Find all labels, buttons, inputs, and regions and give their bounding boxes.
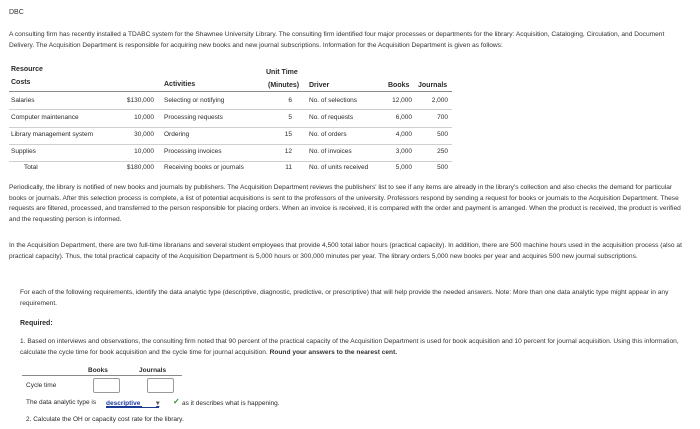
correct-check-icon: ✓ — [173, 397, 180, 406]
cell-books: 12,000 — [392, 97, 412, 104]
cell-cost: $130,000 — [126, 97, 154, 104]
cell-unit-time: 5 — [288, 114, 292, 121]
header-costs: Costs — [11, 79, 31, 86]
row-divider — [9, 127, 452, 128]
cell-resource: Salaries — [11, 97, 35, 104]
cell-resource: Computer maintenance — [11, 114, 79, 121]
cell-journals: 2,000 — [431, 97, 448, 104]
cell-activity: Receiving books or journals — [164, 164, 244, 171]
cycle-time-label: Cycle time — [26, 382, 57, 389]
cell-driver: No. of invoices — [309, 148, 352, 155]
cell-unit-time: 11 — [285, 164, 292, 171]
row-divider — [9, 144, 452, 145]
cell-unit-time: 15 — [284, 131, 292, 138]
answer-header-rule — [22, 375, 182, 376]
header-resource: Resource — [11, 66, 43, 73]
cell-books: 6,000 — [395, 114, 412, 121]
header-activities: Activities — [164, 81, 196, 88]
paragraph-capacity: In the Acquisition Department, there are two full-time librarians and several student employees that provide 4,500 total labor hours (practical capacity). In addition, there are 500 machine hours used in the acquisition process (also at practical capacity). Thus, the total practical capacity of the Acquisition Department is 5,000 hours or 300,000 minutes per year. The library orders 5,000 new books per year and acquires 500 new journal subscriptions. — [9, 242, 682, 260]
header-driver: Driver — [309, 82, 330, 89]
analytic-type-dropdown[interactable] — [106, 399, 159, 408]
cycle-time-journals-input[interactable] — [147, 378, 174, 393]
cell-activity: Ordering — [164, 131, 190, 138]
cell-journals: 250 — [437, 148, 448, 155]
requirement-1 — [20, 337, 685, 358]
row-divider — [9, 161, 452, 162]
requirement-2: 2. Calculate the OH or capacity cost rate for the library. — [26, 416, 184, 423]
cell-unit-time: 6 — [288, 97, 292, 104]
cell-cost: 10,000 — [134, 114, 154, 121]
cell-resource: Library management system — [11, 131, 94, 138]
cell-books: 3,000 — [395, 148, 412, 155]
answer-col-books: Books — [88, 367, 108, 374]
cell-unit-time: 12 — [284, 148, 292, 155]
cell-books: 5,000 — [395, 164, 412, 171]
cell-cost: 30,000 — [134, 131, 154, 138]
answer-col-journals: Journals — [139, 367, 167, 374]
cycle-time-books-input[interactable] — [93, 378, 120, 393]
table-header-rule — [9, 91, 452, 92]
cell-resource: Total — [24, 164, 38, 171]
cell-cost: $180,000 — [126, 164, 154, 171]
cell-driver: No. of requests — [309, 114, 354, 121]
header-unit-time: Unit Time — [266, 69, 298, 76]
analytic-type-selected: descriptive — [106, 400, 141, 407]
header-books: Books — [388, 82, 410, 89]
cell-books: 4,000 — [395, 131, 412, 138]
row-divider — [9, 109, 452, 110]
intro-paragraph: A consulting firm has recently installed a TDABC system for the Shawnee University Library. The consulting firm identified four major processes or departments for the library: Acquisition, Cataloging, Circulation, and Document Delivery. The Acquisition Department is responsible for acquiring new books and new journal subscriptions. Information for the Acquisition Department is given as follows: — [9, 31, 665, 49]
header-minutes: (Minutes) — [268, 82, 300, 89]
analytic-type-reason: as it describes what is happening. — [182, 400, 280, 407]
cell-driver: No. of orders — [309, 131, 347, 138]
cell-journals: 500 — [437, 164, 448, 171]
requirement-1-rounding-note: Round your answers to the nearest cent. — [269, 348, 398, 356]
cell-journals: 500 — [437, 131, 448, 138]
cell-activity: Processing invoices — [164, 148, 222, 155]
paragraph-process: Periodically, the library is notified of new books and journals by publishers. The Acquisition Department reviews the publishers' list to see if any items are already in the library's collection and also checks the demand for particular books or journals. After this selection process is complete, a list of potential acquisitions is sent to the professors of the university. Professors respond by sending a request for books or journals to the Acquisition Department. These requests are filtered, processed, and transferred to the person responsible for placing orders. When an invoice is received, it is compared with the order and payment is arranged. When the product is received, the product is verified and the requesting person is informed. — [9, 184, 681, 223]
header-tag: DBC — [9, 9, 24, 16]
paragraph-instructions: For each of the following requirements, identify the data analytic type (descriptive, diagnostic, predictive, or prescriptive) that will help provide the needed answers. Note: More than one data analytic type might appear in any requirement. — [20, 289, 669, 307]
cell-activity: Processing requests — [164, 114, 223, 121]
cell-driver: No. of units received — [309, 164, 369, 171]
cell-driver: No. of selections — [309, 97, 358, 104]
analytic-type-prefix: The data analytic type is — [26, 399, 97, 406]
cell-cost: 10,000 — [134, 148, 154, 155]
required-heading: Required: — [20, 320, 53, 327]
chevron-down-icon: ▾ — [156, 400, 160, 407]
requirement-1-text: 1. Based on interviews and observations, the consulting firm noted that 90 percent of the practical capacity of the Acquisition Department is used for book acquisition and 10 percent for journal acquisition. Using this information, calculate the cycle time for book acquisition and the cycle time for journal acquisition. — [20, 338, 679, 356]
cell-resource: Supplies — [11, 148, 36, 155]
cell-journals: 700 — [437, 114, 448, 121]
cell-activity: Selecting or notifying — [164, 97, 225, 104]
header-journals: Journals — [418, 82, 448, 89]
